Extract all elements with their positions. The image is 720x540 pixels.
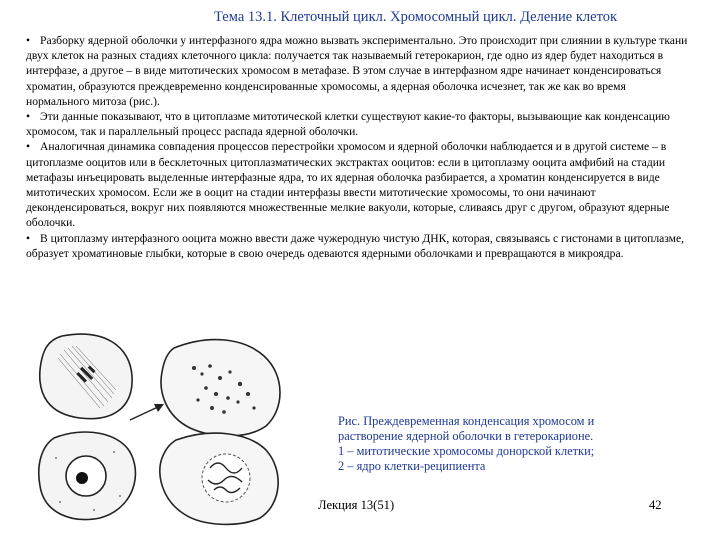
heterokaryon-figure (34, 328, 334, 528)
paragraph-1 (26, 33, 690, 109)
paragraph-2-text: Эти данные показывают, что в цитоплазме митотической клетки существуют какие-то факторы, вызывающие как конденсацию хромосом, так и параллельный процесс распада ядерной оболочки. (26, 110, 670, 139)
fused-cell-bottom (160, 433, 278, 524)
bullet-1: • (26, 34, 31, 47)
bullet-3: • (26, 140, 31, 154)
paragraph-4 (26, 231, 690, 261)
interphase-cell (39, 432, 136, 520)
page-number: 42 (649, 498, 662, 512)
paragraph-3 (26, 139, 690, 230)
mitotic-cell (40, 334, 132, 419)
caption-line-1: Рис. Преждевременная конденсация хромосом и (338, 414, 595, 428)
figure-caption (338, 414, 638, 474)
body-text (26, 33, 690, 261)
paragraph-2 (26, 109, 690, 139)
arrow-icon (130, 404, 164, 420)
slide-title: Тема 13.1. Клеточный цикл. Хромосомный цикл. Деление клеток (214, 9, 618, 25)
fused-cell-top (161, 340, 280, 436)
paragraph-4-text: В цитоплазму интерфазного ооцита можно ввести даже чужеродную чистую ДНК, которая, связываясь с гистонами в цитоплазме, образует хроматиновые глыбки, которые в свою очередь одеваются ядерными оболочками и превращаются в микроядра. (26, 231, 685, 260)
paragraph-1-text: Разборку ядерной оболочки у интерфазного ядра можно вызвать экспериментально. Это происходит при слиянии в культуре ткани двух клеток на разных стадиях клеточного цикла: получается так называемый гетерокарион, где одно из ядер будет находиться в интерфазе, а другое – в виде митотических хромосом в метафазе. В этом случае в интерфазном ядре начинает конденсироваться хроматин, образуются преждевременно конденсированные хромосомы, а ядерная оболочка исчезнет, так же как во время нормального митоза (рис.). (26, 34, 688, 108)
caption-line-2: растворение ядерной оболочки в гетерокарионе. (338, 429, 594, 443)
paragraph-3-text: Аналогичная динамика совпадения процессов перестройки хромосом и ядерной оболочки наблюдается и в другой системе – в цитоплазме ооцитов или в бесклеточных цитоплазматических экстрактах ооцитов: если в цитоплазму ооцита амфибий на стадии метафазы инъецировать выделенные интерфазные ядра, то их ядерная оболочка разбирается, а хроматин конденсируется в виде митотических хромосом. Если же в ооцит на стадии интерфазы ввести митотические хромосомы, то они начинают деконденсироваться, вокруг них появляются множественные мелкие вакуоли, которые, сливаясь друг с другом, образуют ядерные оболочки. (26, 140, 670, 230)
caption-line-3: 1 – митотические хромосомы донорской клетки; (338, 444, 595, 458)
bullet-2: • (26, 110, 31, 124)
bullet-4: • (26, 231, 31, 245)
caption-line-4: 2 – ядро клетки-реципиента (338, 459, 486, 473)
footer-lecture: Лекция 13(51) (318, 498, 395, 512)
